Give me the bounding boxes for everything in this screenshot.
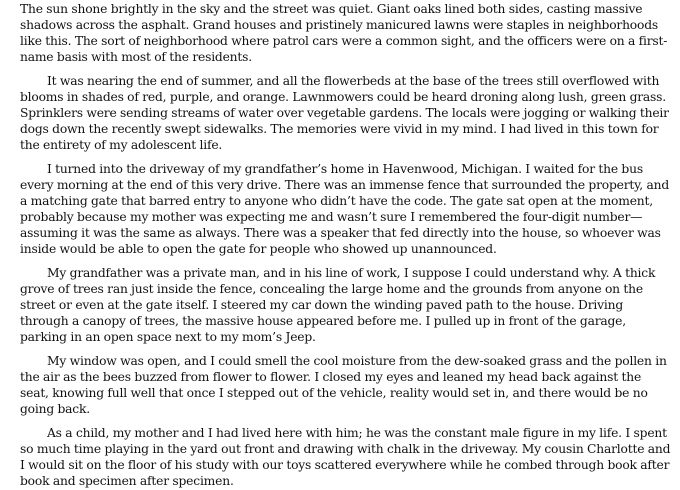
paragraph-5: My window was open, and I could smell the cool moisture from the dew-soaked grass and the pollen in the air as the bees buzzed from flower to flower. I closed my eyes and leaned my head back against the seat, knowing full well that once I stepped out of the vehicle, reality would set in, and there would be no going back.: [20, 354, 667, 416]
paragraph-6: As a child, my mother and I had lived here with him; he was the constant male figure in my life. I spent so much time playing in the yard out front and drawing with chalk in the driveway. My cousin Charlotte and I would sit on the floor of his study with our toys scattered everywhere while he combed through book after book and specimen after specimen.: [20, 426, 671, 488]
paragraph-1: The sun shone brightly in the sky and the street was quiet. Giant oaks lined both sides, casting massive shadows across the asphalt. Grand houses and pristinely manicured lawns were staples in neighborhoods like this. The sort of neighborhood where patrol cars were a common sight, and the officers were on a first-name basis with most of the residents.: [20, 2, 668, 64]
paragraph-2: It was nearing the end of summer, and all the flowerbeds at the base of the trees still overflowed with blooms in shades of red, purple, and orange. Lawnmowers could be heard droning along lush, green grass. Sprinklers were sending streams of water over vegetable gardens. The locals were jogging or walking their dogs down the recently swept sidewalks. The memories were vivid in my mind. I had lived in this town for the entirety of my adolescent life.: [20, 74, 669, 152]
paragraph-4: My grandfather was a private man, and in his line of work, I suppose I could understand why. A thick grove of trees ran just inside the fence, concealing the large home and the grounds from anyone on the street or even at the gate itself. I steered my car down the winding paved path to the house. Driving through a canopy of trees, the massive house appeared before me. I pulled up in front of the garage, parking in an open space next to my mom’s Jeep.: [20, 266, 656, 344]
paragraph-3: I turned into the driveway of my grandfather’s home in Havenwood, Michigan. I waited for the bus every morning at the end of this very drive. There was an immense fence that surrounded the property, and a matching gate that barred entry to anyone who didn’t have the code. The gate sat open at the moment, probably because my mother was expecting me and wasn’t sure I remembered the four-digit number—assuming it was the same as always. There was a speaker that fed directly into the house, so whoever was inside would be able to open the gate for people who showed up unannounced.: [20, 162, 669, 256]
